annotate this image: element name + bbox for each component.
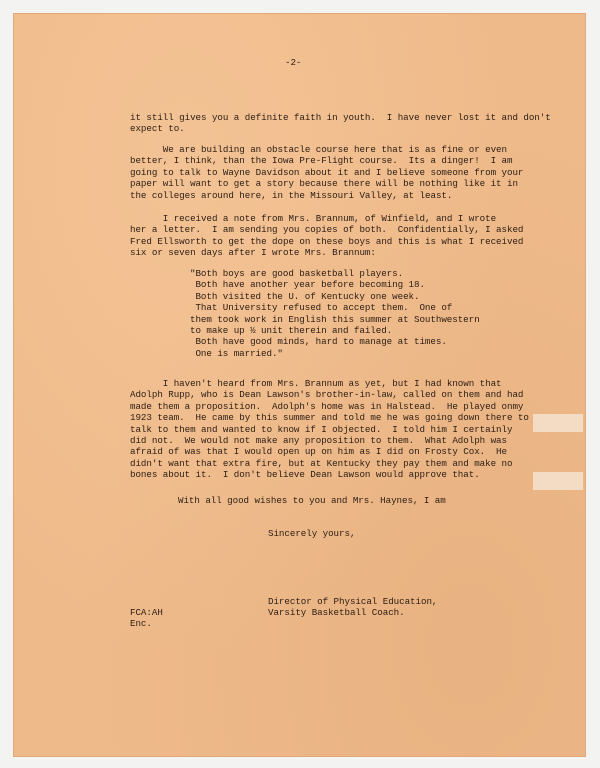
title-line: Director of Physical Education, (268, 596, 438, 607)
text-line: made them a proposition. Adolph's home was in Halstead. He played onmy (130, 400, 524, 412)
paragraph-obstacle-course (130, 144, 523, 201)
text-line: 1923 team. He came by this summer and told me he was going down there to (130, 412, 529, 424)
text-line: paper will want to get a story because there will be nothing like it in (130, 178, 518, 190)
quote-line: Both have good minds, hard to manage at times. (190, 336, 447, 348)
text-line: Fred Ellsworth to get the dope on these boys and this is what I received (130, 235, 524, 247)
text-line: didn't want that extra fire, but at Kentucky they pay them and make no (130, 457, 513, 469)
initials-line: FCA:AH (130, 607, 163, 618)
paragraph-brannum-note (130, 213, 523, 259)
quote-line: That University refused to accept them. One of (190, 302, 453, 314)
page-number: -2- (285, 57, 302, 68)
quote-line: to make up ½ unit therein and failed. (190, 325, 393, 337)
title-line: Varsity Basketball Coach. (268, 607, 405, 619)
quote-line: "Both boys are good basketball players. (190, 268, 404, 279)
quote-line: them took work in English this summer at Southwestern (190, 313, 480, 325)
quoted-report (190, 268, 480, 359)
text-line: better, I think, than the Iowa Pre-Flight course. Its a dinger! I am (130, 155, 513, 167)
text-line: her a letter. I am sending you copies of both. Confidentially, I asked (130, 224, 524, 236)
text-line: We are building an obstacle course here that is as fine or even (130, 144, 507, 155)
closing: Sincerely yours, (268, 528, 356, 539)
quote-line: One is married." (190, 347, 283, 359)
text-line: expect to. (130, 123, 185, 135)
text-line: it still gives you a definite faith in youth. I have never lost it and don't (130, 112, 551, 123)
quote-line: Both have another year before becoming 18. (190, 279, 425, 291)
text-line: did not. We would not make any proposition to them. What Adolph was (130, 435, 507, 447)
text-line: I received a note from Mrs. Brannum, of Winfield, and I wrote (130, 213, 497, 224)
text-line: Adolph Rupp, who is Dean Lawson's brother-in-law, called on them and had (130, 389, 524, 401)
signature-title (268, 596, 437, 619)
reference-initials (130, 607, 163, 630)
quote-line: Both visited the U. of Kentucky one week. (190, 290, 420, 302)
text-line: the colleges around here, in the Missouri Valley, at least. (130, 189, 453, 201)
text-line: I haven't heard from Mrs. Brannum as yet, but I had known that (130, 378, 502, 389)
text-line: afraid of was that I would open up on him as I did on Frosty Cox. He (130, 446, 507, 458)
text-line: talk to them and wanted to know if I objected. I told him I certainly (130, 423, 513, 435)
tape-mark (533, 472, 583, 490)
text-line: six or seven days after I wrote Mrs. Brannum: (130, 247, 376, 259)
tape-mark (533, 414, 583, 432)
enclosure-line: Enc. (130, 618, 152, 630)
paragraph-faith-in-youth (130, 112, 551, 135)
text-line: going to talk to Wayne Davidson about it and I believe someone from your (130, 166, 524, 178)
text-line: bones about it. I don't believe Dean Lawson would approve that. (130, 469, 480, 481)
paragraph-adolph-rupp (130, 378, 529, 481)
good-wishes-line: With all good wishes to you and Mrs. Haynes, I am (178, 495, 446, 506)
